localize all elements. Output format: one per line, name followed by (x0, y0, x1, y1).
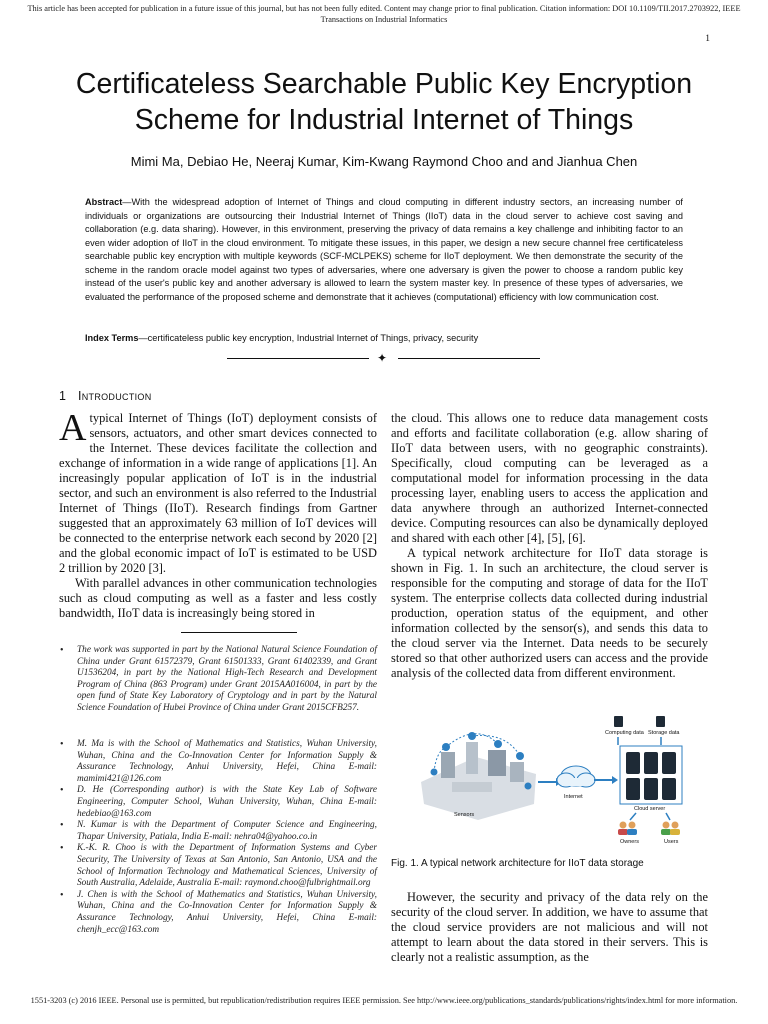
users-label: Users (664, 839, 679, 845)
users-icon (661, 822, 680, 836)
figure-1 (416, 712, 690, 848)
footnote-text: D. He (Corresponding author) is with the State Key Lab of Software Engineering, Computer School, Wuhan University, Wuhan, China E-mail: hedebiao@163.com (77, 785, 377, 819)
section-title: Introduction (77, 389, 152, 403)
bullet-icon: • (60, 843, 64, 855)
index-terms (85, 332, 683, 345)
divider-line-right (398, 358, 540, 359)
right-paragraph-1: the cloud. This allows one to reduce data management costs and efforts and facilitate collaboration (e.g. allow sharing of IIoT data between users, with no geographic constraints). Specifically, cloud computing can be leveraged as a computational model for information processing in the data processing layer, enabling users to access the application and data anywhere through an authorized Internet-connected device. Computing resources can also be dynamically deployed and shared with each other [4], [5], [6]. (391, 411, 708, 545)
computing-data-label: Computing data (605, 730, 644, 736)
arrow-line (666, 813, 670, 820)
dropcap: A (59, 407, 87, 449)
figure-caption: Fig. 1. A typical network architecture for IIoT data storage (391, 858, 644, 869)
footnote-item (59, 890, 377, 936)
owners-icon (618, 822, 637, 836)
footnote-item (59, 820, 377, 843)
bullet-icon: • (60, 889, 64, 901)
footnote-item (59, 785, 377, 820)
footnote-text: J. Chen is with the School of Mathematics and Statistics, Wuhan University, Wuhan, China and the Co-Innovation Center for Information Supply & Assurance Technology, Anhui University, Hefei, China E-mail: chenjh_ecc@163.com (77, 889, 377, 935)
abstract (85, 196, 683, 304)
sensors-label: Sensors (454, 812, 475, 818)
abstract-text: —With the widespread adoption of Internet of Things and cloud computing in different industry sectors, an increasing number of individuals or organizations are outsourcing their Industrial Internet of Things (IIoT) data in the cloud server to achieve cost saving and collaboration (e.g. data sharing). However, in this environment, preserving the privacy of data remains a key challenge and inhibiting factor to an even wider adoption of IIoT in the cloud environment. To mitigate these issues, in this paper, we design a new secure channel free certificateless searchable public key encryption with multiple keywords (SCF-MCLPEKS) scheme for IIoT deployment. We then demonstrate the security of the scheme in the random oracle model against two types of adversaries, where one adversary is given the power to choose a random public key instead of the user's public key and another adversary is allowed to learn the system master key. In presence of these types of adversaries, we evaluated the performance of the proposed scheme and demonstrate that it achieves (computational) efficiency with low communication cost. (85, 197, 683, 302)
footnote-text: K.-K. R. Choo is with the Department of Information Systems and Cyber Security, The University of Texas at San Antonio, San Antonio, USA and the School of Information Technology and Mathematical Sciences, University of South Australia, Adelaide, Australia E-mail: raymond.choo@fulbrightmail.org (77, 843, 377, 889)
footnote-text: N. Kumar is with the Department of Computer Science and Engineering, Thapar University, Patiala, India E-mail: nehra04@yahoo.co.in (77, 820, 377, 842)
section-heading (59, 389, 152, 403)
storage-data-icon (656, 716, 665, 727)
intro-paragraph-1-text: typical Internet of Things (IoT) deployment consists of sensors, actuators, and other smart devices connected to the Internet. These devices facilitate the collection and exchange of information in a wide range of applications [1]. An increasingly popular application of IoT is in the industrial sector, and such an environment is also referred to the Industrial Internet of Things (IIoT). Research findings from Gartner suggested that an approximately 63 million of IoT devices will be connected to the enterprise network each second by 2020 [2] and the global economic impact of IoT is estimated to be USD 2 trillion by 2020 [3]. (59, 411, 377, 575)
paper-title: Certificateless Searchable Public Key Encryption Scheme for Industrial Internet of Things (75, 68, 693, 136)
owners-label: Owners (620, 839, 639, 845)
intro-paragraph-1 (59, 407, 377, 576)
arrow-head-icon (612, 776, 618, 784)
left-column (59, 407, 377, 621)
section-divider (227, 351, 540, 365)
footnote-item (59, 843, 377, 889)
footnote-rule (181, 632, 297, 633)
cloud-icon (557, 766, 595, 787)
footnote-affiliations (59, 739, 377, 936)
arrow-line (630, 813, 636, 820)
author-list: Mimi Ma, Debiao He, Neeraj Kumar, Kim-Kwang Raymond Choo and and Jianhua Chen (130, 154, 638, 169)
right-paragraph-2: A typical network architecture for IIoT data storage is shown in Fig. 1. In such an architecture, the cloud server is responsible for the computing and storage of data for the IIoT system. The enterprise collects data collected during industrial production, operation status of the equipment, and other information collected by the sensor(s), and sends this data to the cloud server via the Internet. Data needs to be securely stored so that other authorized users can access and the provide analysis of the collected data from different environment. (391, 546, 708, 680)
bullet-icon: • (60, 785, 64, 797)
right-column (391, 411, 708, 681)
divider-line-left (227, 358, 369, 359)
computing-data-icon (614, 716, 623, 727)
bullet-icon: • (60, 645, 64, 656)
footnote-text: M. Ma is with the School of Mathematics and Statistics, Wuhan University, Wuhan, China and the Co-Innovation Center for Information Supply & Assurance Technology, Anhui University, Hefei, China E-mail: mamimi421@126.com (77, 739, 377, 784)
footnote-text: The work was supported in part by the National Natural Science Foundation of China under Grant 61572379, Grant 61501333, Grant 61402339, and Grant U1536204, in part by the National High-Tech Research and Development Program of China (863 Program) under Grant 2015AA016004, in part by the open fund of State Key Laboratory of Cryptology and in part by the Natural Science Foundation of Hubei Province of China under Grant 2015CFB257. (77, 645, 377, 713)
intro-paragraph-2: With parallel advances in other communication technologies such as cloud computing as well as a faster and less costly bandwidth, IIoT data is increasingly being stored in (59, 576, 377, 620)
footnote-item (59, 645, 377, 715)
bullet-icon: • (60, 739, 64, 750)
abstract-label: Abstract (85, 197, 123, 207)
index-terms-label: Index Terms (85, 333, 139, 343)
page-number: 1 (705, 34, 710, 44)
factory-illustration (421, 732, 536, 820)
index-terms-text: —certificateless public key encryption, Industrial Internet of Things, privacy, security (138, 333, 479, 343)
footnote-item (59, 739, 377, 785)
publication-notice: This article has been accepted for publication in a future issue of this journal, but has not been fully edited. Content may change prior to final publication. Citation information: DOI 10.1109/TII.2017.2703922, IEEE Transactions on Industrial Informatics (27, 4, 741, 24)
network-architecture-diagram (416, 712, 690, 848)
internet-label: Internet (564, 794, 583, 800)
section-number: 1 (59, 389, 66, 403)
copyright-footer: 1551-3203 (c) 2016 IEEE. Personal use is permitted, but republication/redistribution requires IEEE permission. See http://www.ieee.org/publications_standards/publications/rights/index.html for more information. (30, 996, 738, 1005)
cloud-server-label: Cloud server (634, 806, 666, 812)
right-column-continued (391, 890, 708, 965)
storage-data-label: Storage data (648, 730, 680, 736)
bullet-icon: • (60, 820, 64, 832)
footnote-funding (59, 645, 377, 715)
right-paragraph-3: However, the security and privacy of the data rely on the security of the cloud server. In addition, we have to assume that the cloud service providers are not malicious and will not attempt to learn about the data stored in their servers. This is clearly not a realistic assumption, as the (391, 890, 708, 964)
divider-diamond-icon: ✦ (377, 351, 388, 365)
cloud-server-icon (620, 746, 682, 804)
